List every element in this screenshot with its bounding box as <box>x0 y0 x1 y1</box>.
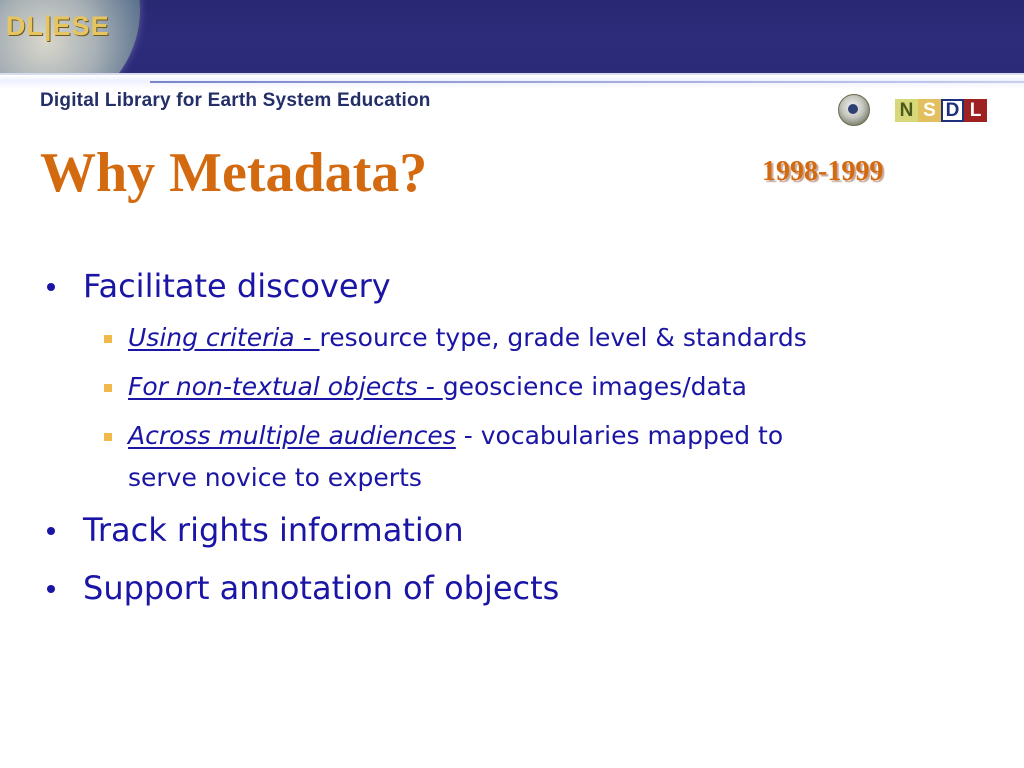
square-bullet-icon <box>104 384 112 392</box>
bullet-item <box>83 568 559 608</box>
bullet-text: Support annotation of objects <box>83 569 560 607</box>
slide-title: Why Metadata? <box>40 142 428 204</box>
sub-bullet-continuation: serve novice to experts <box>128 463 422 492</box>
square-bullet-icon <box>104 433 112 441</box>
header-tagline: Digital Library for Earth System Education <box>40 90 431 111</box>
sub-bullet-text: geoscience images/data <box>442 372 747 401</box>
sub-bullet-item <box>128 371 747 403</box>
dlese-logo: DL|ESE <box>6 11 110 41</box>
slide-years: 1998-1999 <box>762 156 884 187</box>
nsdl-letter-d: D <box>941 99 964 122</box>
sub-bullet-text: - vocabularies mapped to <box>455 421 784 450</box>
bullet-item <box>83 266 391 306</box>
sub-bullet-item <box>128 322 807 354</box>
round-bullet-icon <box>47 585 55 593</box>
sub-bullet-emphasis: For non-textual objects - <box>128 372 443 401</box>
round-bullet-icon <box>47 283 55 291</box>
sub-bullet-item <box>128 420 783 452</box>
nsdl-letter-s: S <box>918 99 941 122</box>
bullet-text: Facilitate discovery <box>83 267 391 305</box>
sub-bullet-emphasis: Using criteria - <box>128 323 320 352</box>
sub-bullet-text: resource type, grade level & standards <box>319 323 807 352</box>
bullet-item <box>83 510 464 550</box>
sub-bullet-emphasis: Across multiple audiences <box>128 421 456 450</box>
round-bullet-icon <box>47 527 55 535</box>
bullet-text: Track rights information <box>83 511 464 549</box>
square-bullet-icon <box>104 335 112 343</box>
nsdl-letter-l: L <box>964 99 987 122</box>
nsdl-letter-n: N <box>895 99 918 122</box>
